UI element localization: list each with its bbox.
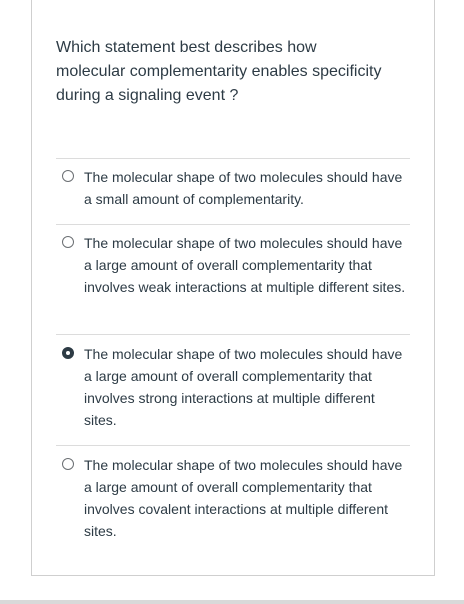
radio-button-unselected-icon[interactable]: [62, 458, 74, 470]
answer-option-3[interactable]: [56, 343, 410, 433]
bottom-border-bar: [0, 600, 464, 604]
divider: [56, 334, 410, 335]
answer-label: The molecular shape of two molecules should have a large amount of overall complementarity that involves covalent interactions at multiple different sites.: [84, 457, 403, 539]
answer-label: The molecular shape of two molecules should have a small amount of complementarity.: [84, 169, 403, 207]
answer-option-2[interactable]: [56, 232, 410, 322]
answer-label: The molecular shape of two molecules should have a large amount of overall complementarity that involves strong interactions at multiple different sites.: [84, 346, 403, 428]
divider: [56, 445, 410, 446]
divider: [56, 158, 410, 159]
radio-button-unselected-icon[interactable]: [62, 170, 74, 182]
answer-label: The molecular shape of two molecules should have a large amount of overall complementarity that involves weak interactions at multiple different sites.: [84, 235, 406, 295]
divider: [56, 224, 410, 225]
answer-option-1[interactable]: [56, 166, 410, 212]
answer-option-4[interactable]: [56, 454, 410, 544]
question-text: Which statement best describes how molecular complementarity enables specificity during a signaling event ?: [56, 39, 382, 104]
radio-button-selected-icon[interactable]: [62, 347, 74, 359]
radio-button-unselected-icon[interactable]: [62, 236, 74, 248]
